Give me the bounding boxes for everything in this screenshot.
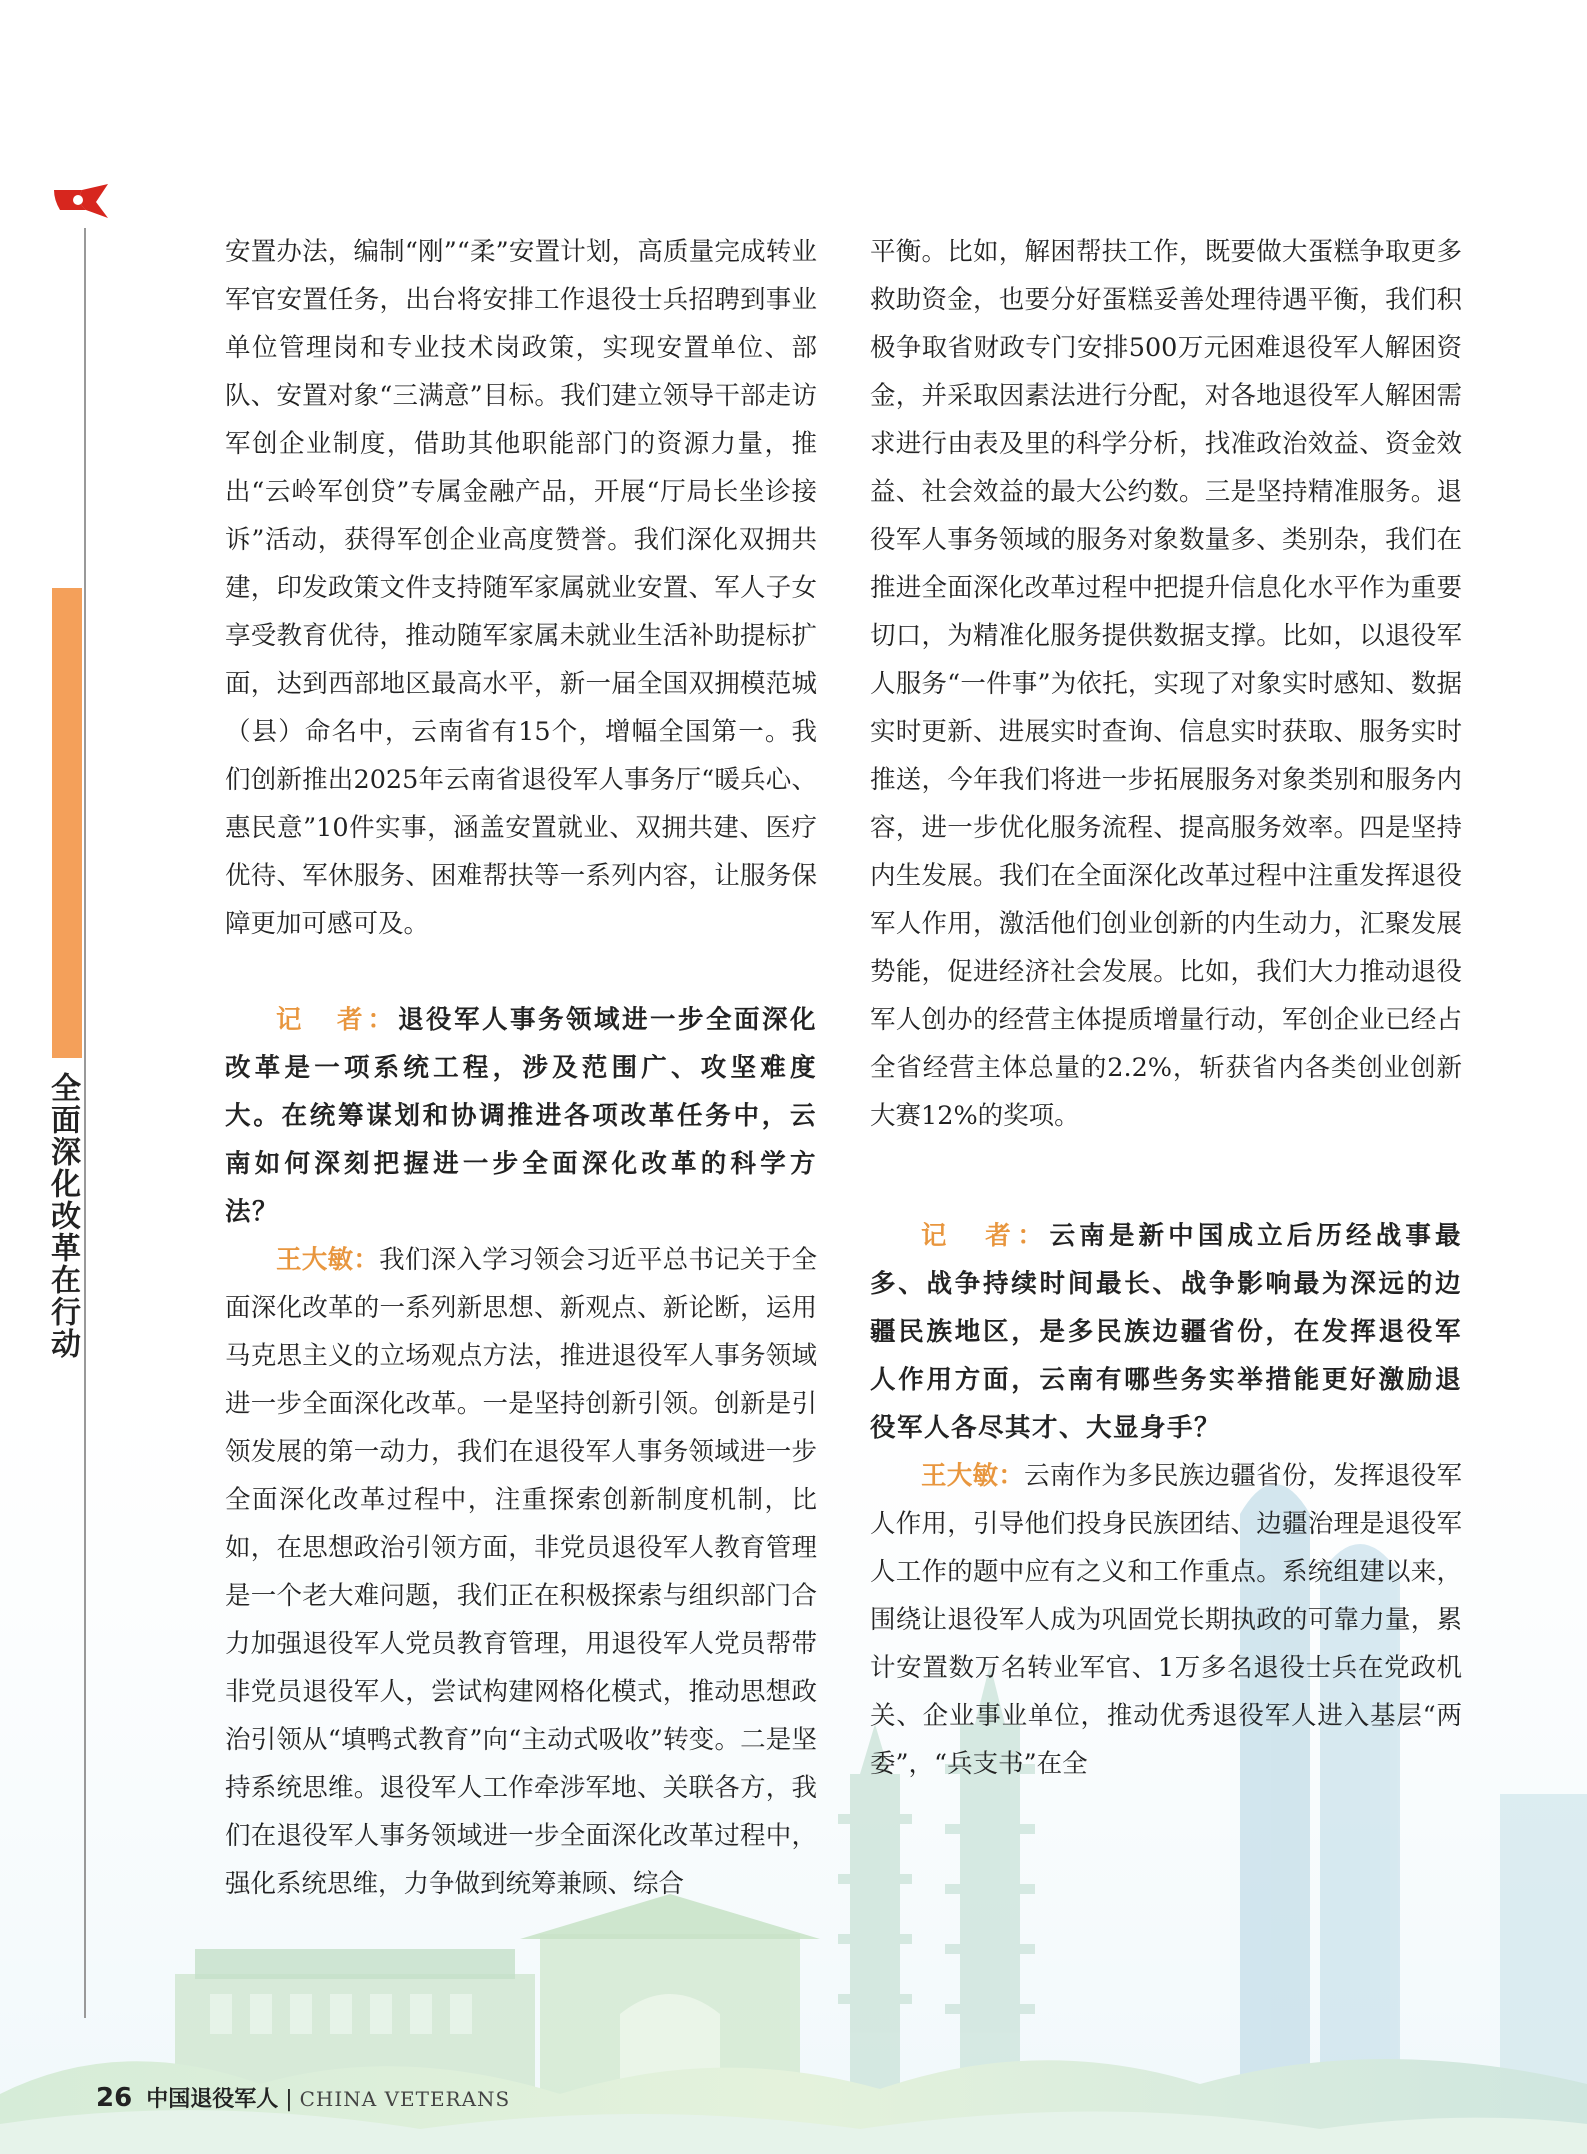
section-title: 全面深化改革在行动 <box>45 1072 80 1360</box>
question-1-speaker: 记 者： <box>276 1005 398 1035</box>
right-paragraph-1: 平衡。比如，解困帮扶工作，既要做大蛋糕争取更多救助资金，也要分好蛋糕妥善处理待遇平衡，我们积极争取省财政专门安排500万元困难退役军人解困资金，并采取因素法进行分配，对各地退役军人解困需求进行由表及里的科学分析，找准政治效益、资金效益、社会效益的最大公约数。三是坚持精准服务。退役军人事务领域的服务对象数量多、类别杂，我们在推进全面深化改革过程中把提升信息化水平作为重要切口，为精准化服务提供数据支撑。比如，以退役军人服务“一件事”为依托，实现了对象实时感知、数据实时更新、进展实时查询、信息实时获取、服务实时推送，今年我们将进一步拓展服务对象类别和服务内容，进一步优化服务流程、提高服务效率。四是坚持内生发展。我们在全面深化改革过程中注重发挥退役军人作用，激活他们创业创新的内生动力，汇聚发展势能，促进经济社会发展。比如，我们大力推动退役军人创办的经营主体提质增量行动，军创企业已经占全省经营主体总量的2.2%，斩获省内各类创业创新大赛12%的奖项。 <box>870 237 1462 1131</box>
question-2 <box>870 1212 1462 1452</box>
answer-2-speaker: 王大敏： <box>921 1461 1025 1491</box>
left-column <box>225 228 817 1908</box>
side-rule <box>84 228 86 2018</box>
answer-1-text: 我们深入学习领会习近平总书记关于全面深化改革的一系列新思想、新观点、新论断，运用马克思主义的立场观点方法，推进退役军人事务领域进一步全面深化改革。一是坚持创新引领。创新是引领发展的第一动力，我们在退役军人事务领域进一步全面深化改革过程中，注重探索创新制度机制，比如，在思想政治引领方面，非党员退役军人教育管理是一个老大难问题，我们正在积极探索与组织部门合力加强退役军人党员教育管理，用退役军人党员帮带非党员退役军人，尝试构建网格化模式，推动思想政治引领从“填鸭式教育”向“主动式吸收”转变。二是坚持系统思维。退役军人工作牵涉军地、关联各方，我们在退役军人事务领域进一步全面深化改革过程中，强化系统思维，力争做到统筹兼顾、综合 <box>225 1245 817 1899</box>
magazine-logo-icon <box>52 180 112 220</box>
section-color-bar <box>52 588 82 1058</box>
footer-separator: | <box>285 2087 293 2112</box>
answer-1 <box>225 1236 817 1908</box>
right-column <box>870 228 1462 1788</box>
page-footer <box>96 2082 510 2113</box>
answer-2 <box>870 1452 1462 1788</box>
page-number: 26 <box>96 2083 133 2113</box>
answer-1-speaker: 王大敏： <box>276 1245 380 1275</box>
question-1-text: 退役军人事务领域进一步全面深化改革是一项系统工程，涉及范围广、攻坚难度大。在统筹谋划和协调推进各项改革任务中，云南如何深刻把握进一步全面深化改革的科学方法？ <box>225 1005 817 1227</box>
left-paragraph-1: 安置办法，编制“刚”“柔”安置计划，高质量完成转业军官安置任务，出台将安排工作退役士兵招聘到事业单位管理岗和专业技术岗政策，实现安置单位、部队、安置对象“三满意”目标。我们建立领导干部走访军创企业制度，借助其他职能部门的资源力量，推出“云岭军创贷”专属金融产品，开展“厅局长坐诊接诉”活动，获得军创企业高度赞誉。我们深化双拥共建，印发政策文件支持随军家属就业安置、军人子女享受教育优待，推动随军家属未就业生活补助提标扩面，达到西部地区最高水平，新一届全国双拥模范城（县）命名中，云南省有15个，增幅全国第一。我们创新推出2025年云南省退役军人事务厅“暖兵心、惠民意”10件实事，涵盖安置就业、双拥共建、医疗优待、军休服务、困难帮扶等一系列内容，让服务保障更加可感可及。 <box>225 237 817 939</box>
question-1 <box>225 996 817 1236</box>
question-2-text: 云南是新中国成立后历经战事最多、战争持续时间最长、战争影响最为深远的边疆民族地区，是多民族边疆省份，在发挥退役军人作用方面，云南有哪些务实举措能更好激励退役军人各尽其才、大显身手？ <box>870 1221 1462 1443</box>
question-2-speaker: 记 者： <box>921 1221 1050 1251</box>
magazine-name-en: CHINA VETERANS <box>299 2087 511 2111</box>
answer-2-text: 云南作为多民族边疆省份，发挥退役军人作用，引导他们投身民族团结、边疆治理是退役军人工作的题中应有之义和工作重点。系统组建以来，围绕让退役军人成为巩固党长期执政的可靠力量，累计安置数万名转业军官、1万多名退役士兵在党政机关、企业事业单位，推动优秀退役军人进入基层“两委”，“兵支书”在全 <box>870 1461 1462 1779</box>
magazine-name: 中国退役军人 <box>146 2087 279 2112</box>
